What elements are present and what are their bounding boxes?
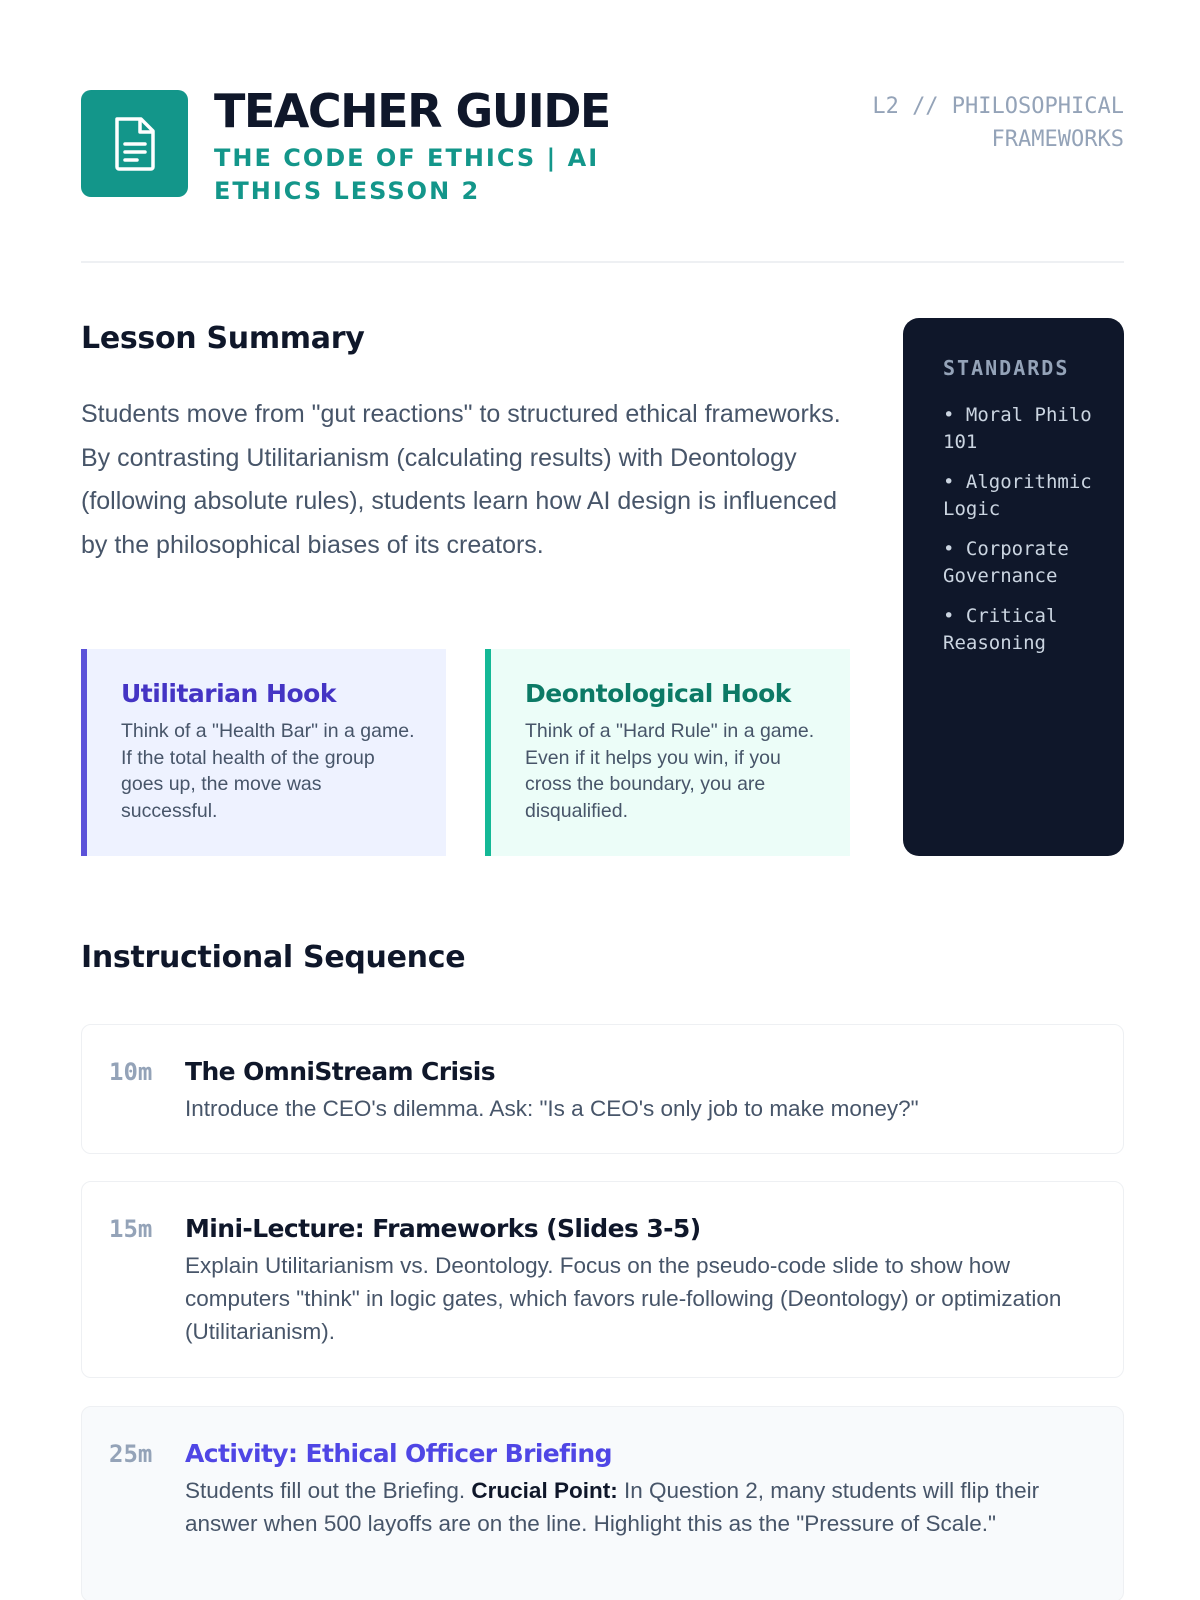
step-title: The OmniStream Crisis xyxy=(185,1057,496,1086)
standards-item: • Algorithmic Logic xyxy=(943,471,1092,520)
page-subtitle: THE CODE OF ETHICS | AI ETHICS LESSON 2 xyxy=(214,144,600,205)
standards-title: STANDARDS xyxy=(943,356,1070,380)
step-duration: 15m xyxy=(109,1215,153,1243)
step-description-intro: Students fill out the Briefing. xyxy=(185,1478,472,1503)
step-body xyxy=(185,1439,1095,1540)
sequence-step xyxy=(81,1024,1124,1154)
standards-item: • Corporate Governance xyxy=(943,538,1069,587)
deontological-hook-title: Deontological Hook xyxy=(525,679,791,708)
step-description: Introduce the CEO's dilemma. Ask: "Is a CEO's only job to make money?" xyxy=(185,1096,919,1121)
deontological-hook-card xyxy=(485,649,850,856)
crucial-point-label: Crucial Point: xyxy=(471,1478,618,1503)
step-description: Explain Utilitarianism vs. Deontology. Focus on the pseudo-code slide to show how computers "think" in logic gates, which favors rule-following (Deontology) or optimization (Utilitarianism). xyxy=(185,1253,1062,1344)
step-description-rest: In Question 2, many students will flip their answer when 500 layoffs are on the line. Highlight this as the "Pressure of Scale." xyxy=(185,1478,1040,1536)
sequence-step xyxy=(81,1181,1124,1378)
lesson-summary-text: Students move from "gut reactions" to structured ethical frameworks. By contrasting Utilitarianism (calculating results) with Deontology (following absolute rules), students learn how AI design is influenced by the philosophical biases of its creators. xyxy=(81,400,841,559)
instructional-sequence-heading: Instructional Sequence xyxy=(81,940,466,975)
sequence-step-highlighted xyxy=(81,1406,1124,1600)
lesson-code: L2 // PHILOSOPHICAL FRAMEWORKS xyxy=(872,94,1124,152)
step-body xyxy=(185,1214,1095,1348)
step-title: Activity: Ethical Officer Briefing xyxy=(185,1439,612,1468)
standards-list xyxy=(943,402,1104,657)
step-title: Mini-Lecture: Frameworks (Slides 3-5) xyxy=(185,1214,701,1243)
step-description xyxy=(185,1474,1095,1540)
lesson-summary-heading: Lesson Summary xyxy=(81,321,365,356)
utilitarian-hook-text: Think of a "Health Bar" in a game. If the total health of the group goes up, the move was successful. xyxy=(121,720,415,822)
standards-item: • Moral Philo 101 xyxy=(943,404,1092,453)
page-header xyxy=(81,84,1124,220)
step-duration: 25m xyxy=(109,1440,153,1468)
utilitarian-hook-title: Utilitarian Hook xyxy=(121,679,336,708)
step-duration: 10m xyxy=(109,1058,153,1086)
utilitarian-hook-card xyxy=(81,649,446,856)
standards-panel xyxy=(903,318,1124,856)
step-body xyxy=(185,1057,1095,1125)
page-title: TEACHER GUIDE xyxy=(214,84,610,138)
document-icon xyxy=(81,90,188,197)
deontological-hook-text: Think of a "Hard Rule" in a game. Even if it helps you win, if you cross the boundary, you are disqualified. xyxy=(525,720,815,822)
standards-item: • Critical Reasoning xyxy=(943,605,1058,654)
header-divider xyxy=(81,261,1124,263)
